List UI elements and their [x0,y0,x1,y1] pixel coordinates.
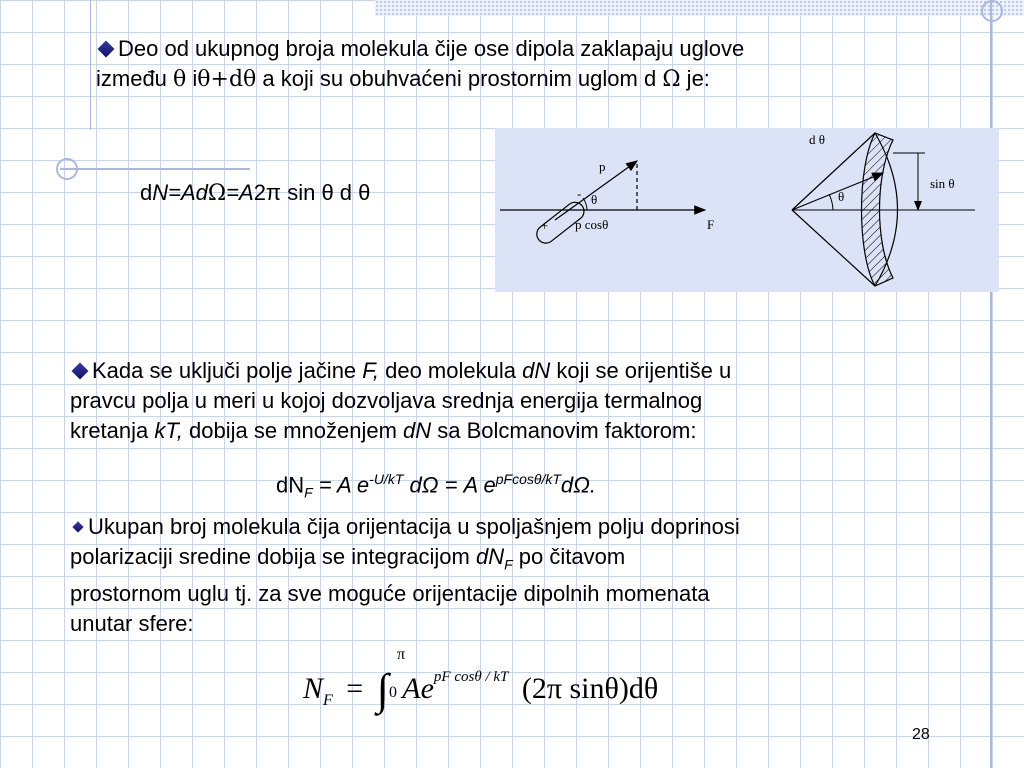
formula-integral [303,646,659,714]
small-diamond-bullet-icon [72,521,83,532]
decor-horizontal-line [60,168,250,170]
f2-sub: F [304,484,313,501]
label-pcos: p cosθ [575,217,609,232]
p1-text: je: [680,66,710,91]
p1-line1: Deo od ukupnog broja molekula čije ose dipola zaklapaju uglove [118,36,745,61]
p2-dN: dN [403,418,432,443]
p1-omega: Ω [662,67,681,92]
f2-dN: dN [276,472,305,498]
p3-line1: Ukupan broj molekula čija orijentacija u spoljašnjem polju doprinosi [88,514,740,539]
integral-sign-icon: ∫ [376,665,389,714]
p2-text: deo molekula [379,358,523,383]
p2-dN: dN [522,358,551,383]
label-F: F [707,217,715,232]
top-dot-band [375,0,1024,16]
f1-omega: Ω [207,181,227,206]
f3-Ae: Ae [402,672,434,705]
p3-line4: unutar sfere: [70,611,194,637]
p2-F: F, [362,358,379,383]
p3-sub: F [504,556,513,573]
f3-sup: pF cosθ / kT [433,669,509,685]
p1-theta-dtheta: θ+dθ [197,67,257,92]
f1-d: d [140,180,153,205]
f3-lower-limit: 0 [389,684,397,701]
p2-text: kretanja [70,418,155,443]
f3-N: N [303,672,324,705]
f2-eq1: = A e [312,472,370,498]
label-theta-right: θ [838,189,845,204]
decor-circle [56,158,78,180]
f1-tail: 2π sin θ d θ [253,180,371,205]
paragraph-3 [70,512,740,639]
p1-theta: θ [173,67,187,92]
paragraph-1 [96,34,744,95]
f3-eq: = [346,672,364,705]
f3-upper-limit: π [397,646,406,663]
diamond-bullet-icon [72,363,89,380]
p2-text: sa Bolcmanovim faktorom: [431,418,697,443]
f1-eqA: =A [226,180,254,205]
dipole-diagram [495,128,999,292]
decor-vertical-line-left [90,0,91,130]
p3-text: polarizaciji sredine dobija se integracijom [70,544,476,569]
paragraph-2 [70,356,731,446]
label-sintheta: sin θ [930,176,955,191]
p3-line3: prostornom uglu tj. za sve moguće orijentacije dipolnih momenata [70,581,710,607]
label-plus: + [541,218,549,233]
label-minus: - [577,186,582,201]
f1-N-Ad: N=Ad [152,180,208,205]
p2-text: dobija se množenjem [182,418,404,443]
decor-vertical-line [990,0,992,768]
p1-text: a koji su obuhvaćeni prostornim uglom d [256,66,663,91]
p2-text: koji se orijentiše u [550,358,732,383]
f3-rest: (2π sinθ)dθ [521,672,659,705]
p2-kT: kT, [154,418,183,443]
label-dtheta: d θ [809,132,825,147]
p3-dN: dN [475,544,505,569]
p1-text: i [186,66,198,91]
dipole-vector [555,161,637,220]
f2-sup2: pFcosθ/kT [495,471,561,487]
dipole-figure [495,128,999,292]
label-theta: θ [591,192,598,207]
decor-circle-top [981,0,1003,22]
f2-domega1: dΩ = A e [403,472,496,498]
diamond-bullet-icon [98,41,115,58]
p3-text: po čitavom [512,544,626,569]
formula-dN [140,178,370,209]
p2-text: Kada se uključi polje jačine [92,358,363,383]
f3-sub: F [323,692,333,709]
formula-boltzmann [276,464,596,508]
f2-domega2: dΩ. [560,472,597,498]
p2-line2: pravcu polja u meri u kojoj dozvoljava srednja energija termalnog [70,388,703,413]
p1-text: između [96,66,174,91]
f2-sup1: -U/kT [369,471,404,487]
page-number: 28 [912,726,930,743]
label-p: p [599,159,606,174]
